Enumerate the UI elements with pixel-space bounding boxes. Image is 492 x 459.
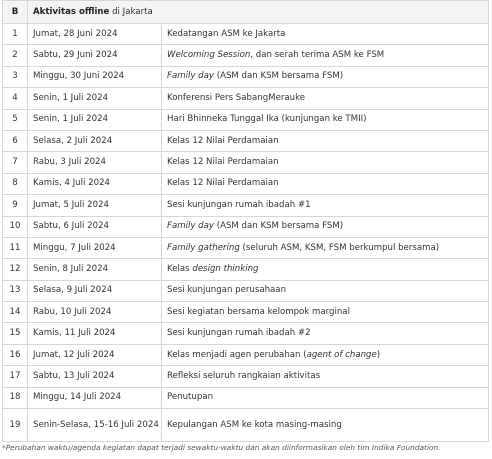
table-row — [3, 323, 489, 344]
row-number: 3 — [3, 66, 28, 87]
activity-post-text: , dan serah terima ASM ke FSM — [250, 50, 385, 61]
row-activity — [162, 366, 489, 387]
activity-post-text: (ASM dan KSM bersama FSM) — [213, 71, 344, 82]
row-date: Senin, 8 Juli 2024 — [28, 259, 162, 280]
schedule-table-container — [2, 0, 490, 442]
row-activity — [162, 344, 489, 365]
row-date: Sabtu, 13 Juli 2024 — [28, 366, 162, 387]
row-activity — [162, 45, 489, 66]
table-row — [3, 387, 489, 408]
table-row — [3, 24, 489, 45]
row-activity — [162, 173, 489, 194]
activity-pre-text: Penutupan — [167, 392, 214, 403]
table-row — [3, 130, 489, 151]
row-activity — [162, 259, 489, 280]
row-number: 18 — [3, 387, 28, 408]
row-activity — [162, 387, 489, 408]
row-activity — [162, 24, 489, 45]
activity-post-text: ) — [376, 349, 381, 360]
row-activity — [162, 109, 489, 130]
activity-pre-text: Kelas — [167, 263, 193, 274]
activity-pre-text: Kepulangan ASM ke kota masing-masing — [167, 419, 342, 430]
table-title — [28, 1, 489, 24]
row-date: Senin, 1 Juli 2024 — [28, 109, 162, 130]
activity-pre-text: Kelas menjadi agen perubahan ( — [167, 349, 307, 360]
row-number: 4 — [3, 88, 28, 109]
activity-pre-text: Kelas 12 Nilai Perdamaian — [167, 157, 279, 168]
table-row — [3, 302, 489, 323]
table-title-bold: Aktivitas offline — [33, 6, 110, 17]
table-row — [3, 45, 489, 66]
row-activity — [162, 237, 489, 258]
row-number: 1 — [3, 24, 28, 45]
activity-italic-text: Family day — [167, 71, 214, 82]
table-row — [3, 237, 489, 258]
row-date: Selasa, 9 Juli 2024 — [28, 280, 162, 301]
row-date: Selasa, 2 Juli 2024 — [28, 130, 162, 151]
row-date: Kamis, 4 Juli 2024 — [28, 173, 162, 194]
activity-pre-text: Sesi kunjungan perusahaan — [167, 285, 287, 296]
row-activity — [162, 88, 489, 109]
row-date: Jumat, 12 Juli 2024 — [28, 344, 162, 365]
table-row — [3, 366, 489, 387]
row-date: Minggu, 14 Juli 2024 — [28, 387, 162, 408]
table-row — [3, 152, 489, 173]
activity-pre-text: Konferensi Pers SabangMerauke — [167, 92, 306, 103]
table-row — [3, 280, 489, 301]
row-number: 6 — [3, 130, 28, 151]
row-activity — [162, 195, 489, 216]
row-date: Jumat, 5 Juli 2024 — [28, 195, 162, 216]
row-date: Kamis, 11 Juli 2024 — [28, 323, 162, 344]
row-date: Sabtu, 6 Juli 2024 — [28, 216, 162, 237]
activity-italic-text: agent of change — [306, 349, 377, 360]
activity-italic-text: design thinking — [192, 263, 259, 274]
activity-post-text: (ASM dan KSM bersama FSM) — [213, 221, 344, 232]
row-date: Minggu, 30 Juni 2024 — [28, 66, 162, 87]
row-number: 7 — [3, 152, 28, 173]
activity-pre-text: Kedatangan ASM ke Jakarta — [167, 28, 286, 39]
row-activity — [162, 216, 489, 237]
row-number: 5 — [3, 109, 28, 130]
row-activity — [162, 152, 489, 173]
row-activity — [162, 302, 489, 323]
activity-pre-text: Kelas 12 Nilai Perdamaian — [167, 135, 279, 146]
table-row — [3, 109, 489, 130]
row-date: Sabtu, 29 Juni 2024 — [28, 45, 162, 66]
section-letter: B — [3, 1, 28, 24]
row-number: 19 — [3, 409, 28, 442]
row-date: Rabu, 3 Juli 2024 — [28, 152, 162, 173]
row-number: 14 — [3, 302, 28, 323]
activity-italic-text: Family gathering — [167, 242, 240, 253]
row-number: 15 — [3, 323, 28, 344]
row-date: Senin, 1 Juli 2024 — [28, 88, 162, 109]
table-row — [3, 344, 489, 365]
table-row — [3, 66, 489, 87]
table-row — [3, 216, 489, 237]
table-row — [3, 195, 489, 216]
table-row — [3, 409, 489, 442]
row-activity — [162, 66, 489, 87]
table-row — [3, 173, 489, 194]
row-date: Minggu, 7 Juli 2024 — [28, 237, 162, 258]
row-activity — [162, 409, 489, 442]
row-date: Senin-Selasa, 15-16 Juli 2024 — [28, 409, 162, 442]
table-header-row — [3, 1, 489, 24]
footnote: *Perubahan waktu/agenda kegiatan dapat terjadi sewaktu-waktu dan akan diinformasikan oleh tim Indika Foundation. — [2, 443, 441, 452]
row-activity — [162, 280, 489, 301]
row-activity — [162, 323, 489, 344]
activity-pre-text: Hari Bhinneka Tunggal Ika (kunjungan ke TMII) — [167, 114, 367, 125]
activity-pre-text: Refleksi seluruh rangkaian aktivitas — [167, 370, 321, 381]
activity-italic-text: Welcoming Session — [167, 50, 251, 61]
row-number: 10 — [3, 216, 28, 237]
table-row — [3, 259, 489, 280]
row-number: 8 — [3, 173, 28, 194]
table-row — [3, 88, 489, 109]
row-number: 9 — [3, 195, 28, 216]
activity-pre-text: Kelas 12 Nilai Perdamaian — [167, 178, 279, 189]
row-date: Jumat, 28 Juni 2024 — [28, 24, 162, 45]
row-activity — [162, 130, 489, 151]
activity-italic-text: Family day — [167, 221, 214, 232]
activity-pre-text: Sesi kunjungan rumah ibadah #2 — [167, 328, 311, 339]
row-number: 16 — [3, 344, 28, 365]
row-number: 13 — [3, 280, 28, 301]
schedule-table-body — [3, 1, 489, 442]
table-title-rest: di Jakarta — [109, 6, 153, 17]
activity-pre-text: Sesi kunjungan rumah ibadah #1 — [167, 199, 311, 210]
activity-pre-text: Sesi kegiatan bersama kelompok marginal — [167, 306, 350, 317]
row-number: 11 — [3, 237, 28, 258]
schedule-table — [2, 0, 489, 442]
row-date: Rabu, 10 Juli 2024 — [28, 302, 162, 323]
row-number: 2 — [3, 45, 28, 66]
activity-post-text: (seluruh ASM, KSM, FSM berkumpul bersama) — [239, 242, 440, 253]
row-number: 12 — [3, 259, 28, 280]
row-number: 17 — [3, 366, 28, 387]
